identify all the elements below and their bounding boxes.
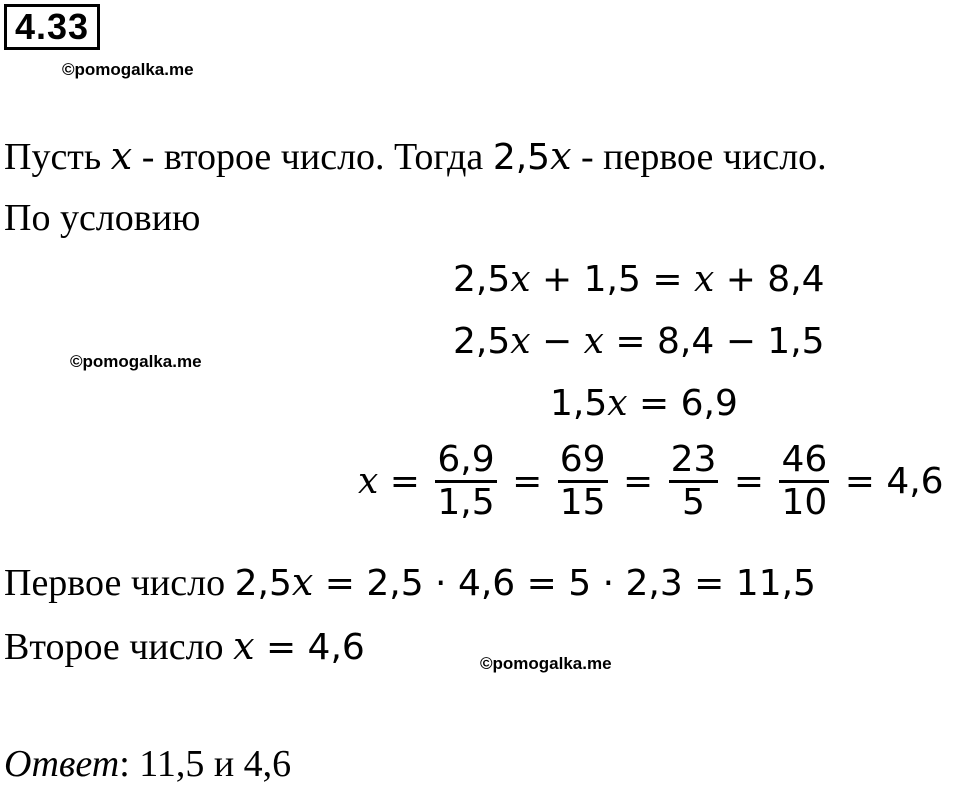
eq2-part-b: −	[530, 321, 584, 362]
intro-text-2: - второе число. Тогда	[132, 136, 493, 178]
equals-sign: =	[722, 460, 776, 502]
second-label: Второе число	[4, 626, 234, 668]
watermark-top: ©pomogalka.me	[62, 60, 194, 79]
equation-4	[358, 440, 944, 523]
answer-line	[4, 742, 291, 786]
var-x: x	[583, 321, 604, 362]
equation-1	[453, 258, 825, 302]
denominator: 15	[559, 482, 606, 523]
fraction-4	[779, 440, 829, 523]
numerator: 6,9	[437, 439, 495, 480]
second-expression: = 4,6	[254, 627, 365, 668]
intro-coef: 2,5	[492, 137, 551, 178]
first-number-line	[4, 560, 816, 606]
numerator: 69	[559, 439, 606, 480]
equals-sign: =	[500, 460, 554, 502]
denominator: 5	[669, 480, 719, 523]
var-x: x	[510, 321, 531, 362]
var-x: x	[693, 259, 715, 300]
watermark-bottom: ©pomogalka.me	[480, 654, 612, 673]
fraction-3	[669, 440, 719, 523]
condition-text: По условию	[4, 197, 201, 239]
numerator: 46	[781, 439, 828, 480]
answer-text: : 11,5 и 4,6	[119, 743, 292, 785]
denominator: 1,5	[437, 482, 495, 523]
equation-2	[453, 320, 825, 364]
var-x: x	[233, 624, 255, 668]
eq2-part-c: = 8,4 − 1,5	[603, 321, 825, 362]
numerator: 23	[670, 439, 717, 480]
eq2-part-a: 2,5	[453, 321, 511, 362]
var-x: x	[291, 560, 314, 604]
equation-3	[550, 382, 738, 426]
var-x: x	[607, 383, 628, 424]
second-number-line	[4, 624, 365, 670]
answer-label: Ответ	[4, 743, 120, 785]
eq1-part-a: 2,5	[453, 259, 511, 300]
var-x: x	[550, 134, 572, 178]
equals-sign: =	[378, 460, 432, 502]
problem-number: 4.33	[4, 4, 100, 50]
eq3-part-a: 1,5	[550, 383, 608, 424]
denominator: 10	[781, 482, 828, 523]
intro-line	[4, 134, 827, 180]
equals-sign: =	[611, 460, 665, 502]
first-label: Первое число	[4, 562, 235, 604]
eq3-part-b: = 6,9	[627, 383, 738, 424]
var-x: x	[510, 259, 531, 300]
var-x: x	[358, 460, 379, 502]
fraction-1	[435, 440, 496, 523]
eq1-part-c: + 8,4	[714, 259, 825, 300]
first-expression: = 2,5 · 4,6 = 5 · 2,3 = 11,5	[313, 563, 816, 604]
first-coef: 2,5	[234, 563, 292, 604]
watermark-middle: ©pomogalka.me	[70, 352, 202, 371]
var-x: x	[110, 134, 133, 178]
result: = 4,6	[833, 460, 944, 502]
fraction-2	[558, 440, 608, 523]
eq1-part-b: + 1,5 =	[530, 259, 694, 300]
intro-text-3: - первое число.	[571, 136, 827, 178]
intro-text-1: Пусть	[4, 136, 111, 178]
